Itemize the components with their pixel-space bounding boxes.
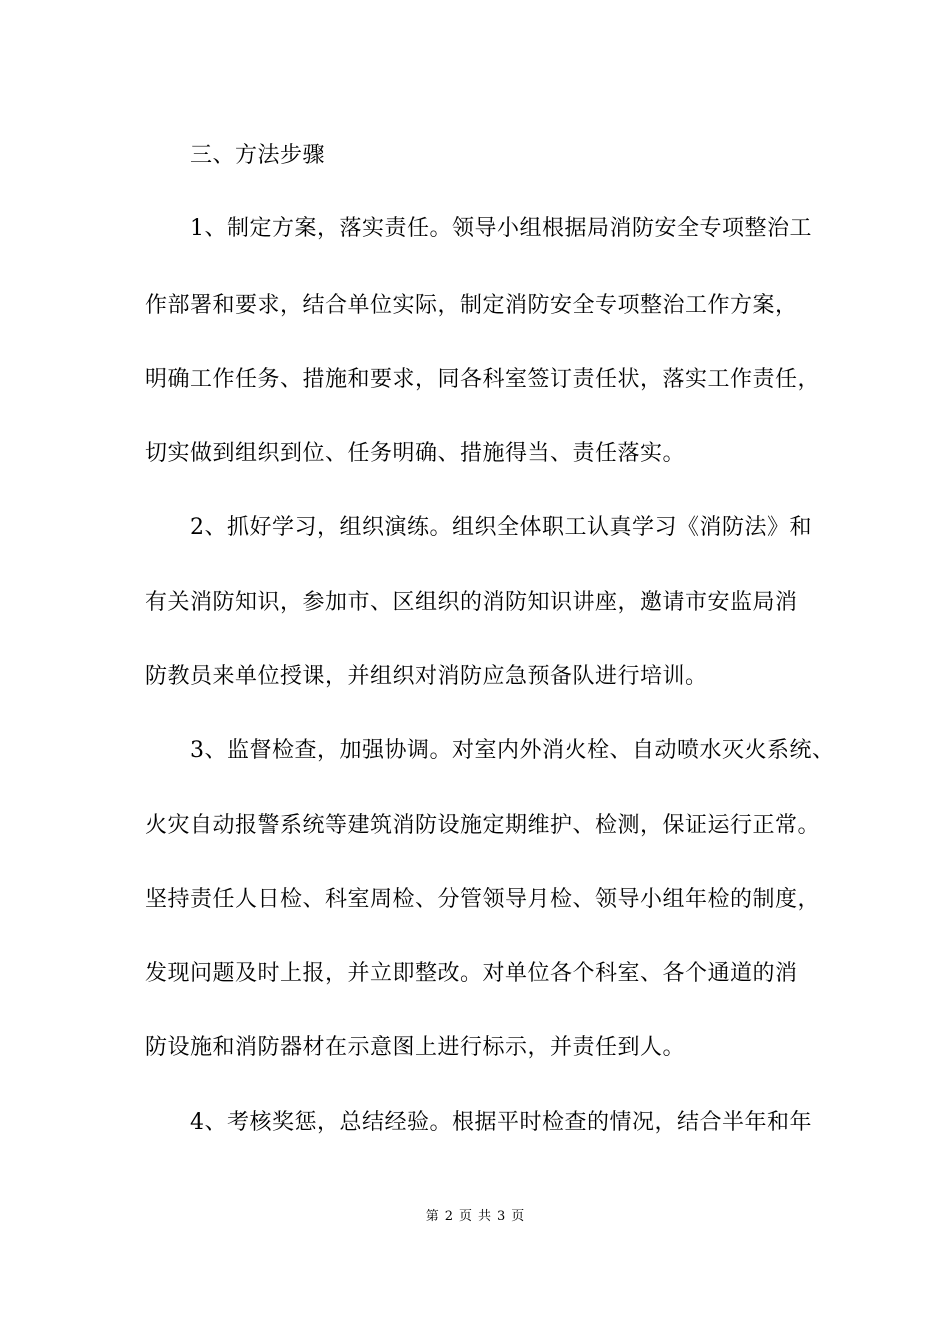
footer-di: 第 bbox=[425, 1209, 439, 1224]
paragraph-line: 2、抓好学习，组织演练。组织全体职工认真学习《消防法》和 bbox=[190, 515, 812, 540]
footer-ye: 页 bbox=[458, 1209, 472, 1224]
paragraph-line: 3、监督检查，加强协调。对室内外消火栓、自动喷水灭火系统、 bbox=[190, 738, 835, 763]
paragraph-line: 明确工作任务、措施和要求，同各科室签订责任状，落实工作责任， bbox=[145, 367, 821, 392]
page-footer bbox=[0, 1208, 950, 1226]
total-page-number: 3 bbox=[497, 1209, 506, 1224]
paragraph-line: 作部署和要求，结合单位实际，制定消防安全专项整治工作方案， bbox=[145, 293, 798, 318]
paragraph-line: 坚持责任人日检、科室周检、分管领导月检、领导小组年检的制度， bbox=[145, 887, 821, 912]
current-page-number: 2 bbox=[444, 1209, 453, 1224]
paragraph-line: 防教员来单位授课，并组织对消防应急预备队进行培训。 bbox=[145, 664, 708, 689]
section-heading: 三、方法步骤 bbox=[190, 143, 326, 168]
footer-gong: 共 bbox=[478, 1209, 492, 1224]
footer-ye2: 页 bbox=[511, 1209, 525, 1224]
paragraph-line: 火灾自动报警系统等建筑消防设施定期维护、检测，保证运行正常。 bbox=[145, 813, 821, 838]
paragraph-line: 切实做到组织到位、任务明确、措施得当、责任落实。 bbox=[145, 441, 686, 466]
paragraph-line: 有关消防知识，参加市、区组织的消防知识讲座，邀请市安监局消 bbox=[145, 590, 798, 615]
paragraph-line: 防设施和消防器材在示意图上进行标示，并责任到人。 bbox=[145, 1035, 686, 1060]
paragraph-line: 4、考核奖惩，总结经验。根据平时检查的情况，结合半年和年 bbox=[190, 1110, 812, 1135]
paragraph-line: 发现问题及时上报，并立即整改。对单位各个科室、各个通道的消 bbox=[145, 961, 798, 986]
paragraph-line: 1、制定方案，落实责任。领导小组根据局消防安全专项整治工 bbox=[190, 216, 812, 241]
